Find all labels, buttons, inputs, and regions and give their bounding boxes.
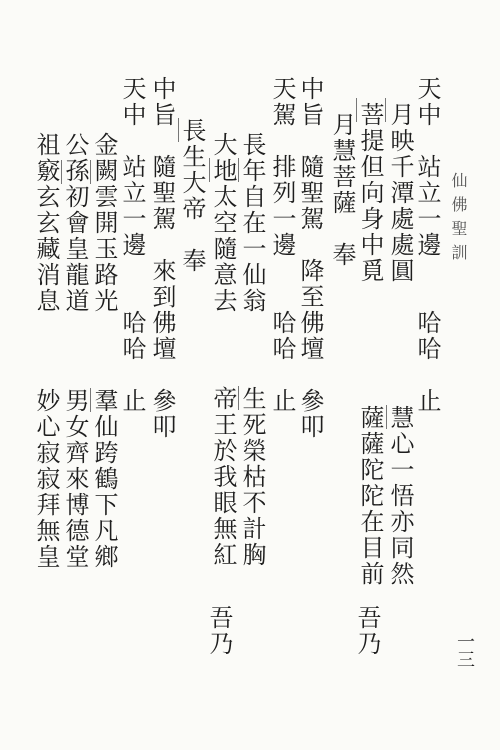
lower-column-6: 男女齊來博德堂	[61, 388, 89, 570]
lower-column-1: 慧心一悟亦同然	[386, 405, 414, 587]
running-title: 仙佛聖訓	[449, 172, 468, 268]
text-column-9: 長生大帝 奉	[178, 118, 206, 274]
text-column-1: 天中 站立一邊 哈哈 止	[413, 76, 441, 414]
lower-column-3: 生死榮枯不計胸	[238, 386, 266, 568]
bracket-mark	[90, 388, 91, 412]
text-column-7: 長年自在一仙翁	[238, 106, 266, 314]
bracket-mark	[356, 98, 357, 122]
bracket-mark	[90, 160, 91, 184]
text-column-3: 菩提但向身中覓	[356, 76, 384, 284]
text-column-13: 公孫初會皇龍道	[61, 106, 89, 314]
text-column-12: 金闕雲開玉路光	[90, 106, 118, 314]
text-column-6: 天駕 排列一邊 哈哈 止	[268, 76, 296, 414]
closing-wu-nai-1: 吾乃	[353, 605, 381, 657]
text-column-4: 月慧菩薩 奉	[328, 112, 356, 268]
text-column-5: 中旨 隨聖駕 降至佛壇 參叩	[296, 76, 324, 440]
lower-column-7: 妙心寂寂拜無皇	[32, 388, 60, 570]
text-column-10: 中旨 隨聖駕 來到佛壇 參叩	[148, 76, 176, 440]
page-number: 一三	[454, 632, 475, 668]
bracket-mark	[385, 98, 386, 122]
text-column-2: 月映千潭處處圓	[386, 76, 414, 284]
bracket-mark	[386, 405, 387, 429]
lower-column-5: 羣仙跨鶴下凡鄉	[90, 388, 118, 570]
text-column-8: 大地太空隨意去	[209, 106, 237, 314]
text-column-14: 祖竅玄玄藏消息	[32, 106, 60, 314]
lower-column-2: 薩薩陀陀在目前	[356, 405, 384, 587]
text-column-11: 天中 站立一邊 哈哈 止	[118, 76, 146, 414]
bracket-mark	[209, 158, 210, 182]
lower-column-4: 帝王於我眼無紅	[209, 386, 237, 568]
bracket-mark	[238, 386, 239, 410]
closing-wu-nai-2: 吾乃	[205, 605, 233, 657]
bracket-mark	[61, 160, 62, 184]
bracket-mark	[238, 158, 239, 182]
bracket-mark	[178, 118, 179, 142]
